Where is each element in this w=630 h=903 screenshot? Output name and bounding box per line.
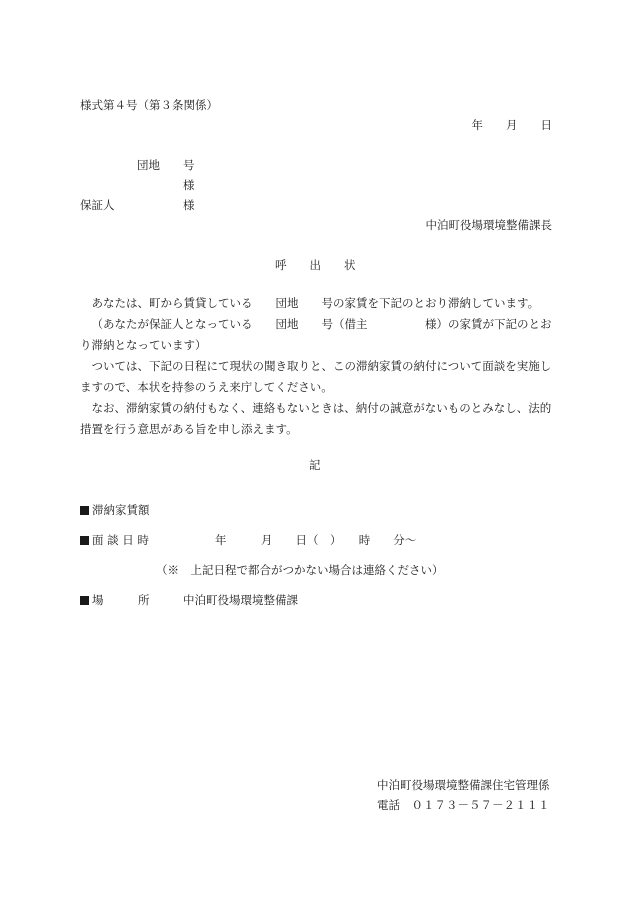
addressee-line-1: 団地 号 (137, 158, 195, 172)
interview-label: 面 談 日 時 (92, 533, 149, 547)
body-paragraph-4: なお、滞納家賃の納付もなく、連絡もないときは、納付の誠意がないものとみなし、法的措置を行う意思がある旨を申し添えます。 (80, 401, 552, 436)
addressee-sama: 様 (183, 178, 195, 192)
interview-value: 年 月 日（ ） 時 分〜 (215, 533, 417, 547)
square-bullet-icon (80, 596, 89, 605)
body-text (80, 293, 553, 440)
guarantor-label: 保証人 (80, 198, 115, 212)
square-bullet-icon (80, 536, 89, 545)
ki-label: 記 (309, 458, 321, 472)
arrears-item (80, 503, 150, 517)
place-label: 場 所 (92, 593, 150, 607)
place-value: 中泊町役場環境整備課 (183, 593, 298, 607)
arrears-label: 滞納家賃額 (92, 503, 150, 517)
body-paragraph-2: （あなたが保証人となっている 団地 号（借主 様）の家賃が下記のとおり滞納となっています） (80, 317, 552, 352)
form-number: 様式第４号（第３条関係） (80, 98, 218, 112)
guarantor-sama: 様 (183, 198, 195, 212)
body-paragraph-1: あなたは、町から賃貸している 団地 号の家賃を下記のとおり滞納しています。 (91, 296, 540, 310)
place-item (80, 593, 150, 607)
contact-phone: 電話 ０１７３－５７－２１１１ (377, 798, 550, 812)
document-title: 呼 出 状 (275, 258, 356, 272)
square-bullet-icon (80, 506, 89, 515)
contact-dept: 中泊町役場環境整備課住宅管理係 (377, 778, 550, 792)
date-line: 年 月 日 (471, 118, 552, 132)
body-paragraph-3: ついては、下記の日程にて現状の聞き取りと、この滞納家賃の納付について面談を実施しますので、本状を持参のうえ来庁してください。 (80, 359, 552, 394)
interview-item (80, 533, 149, 547)
sender: 中泊町役場環境整備課長 (425, 218, 552, 232)
schedule-note: （※ 上記日程で都合がつかない場合は連絡ください） (156, 563, 444, 577)
